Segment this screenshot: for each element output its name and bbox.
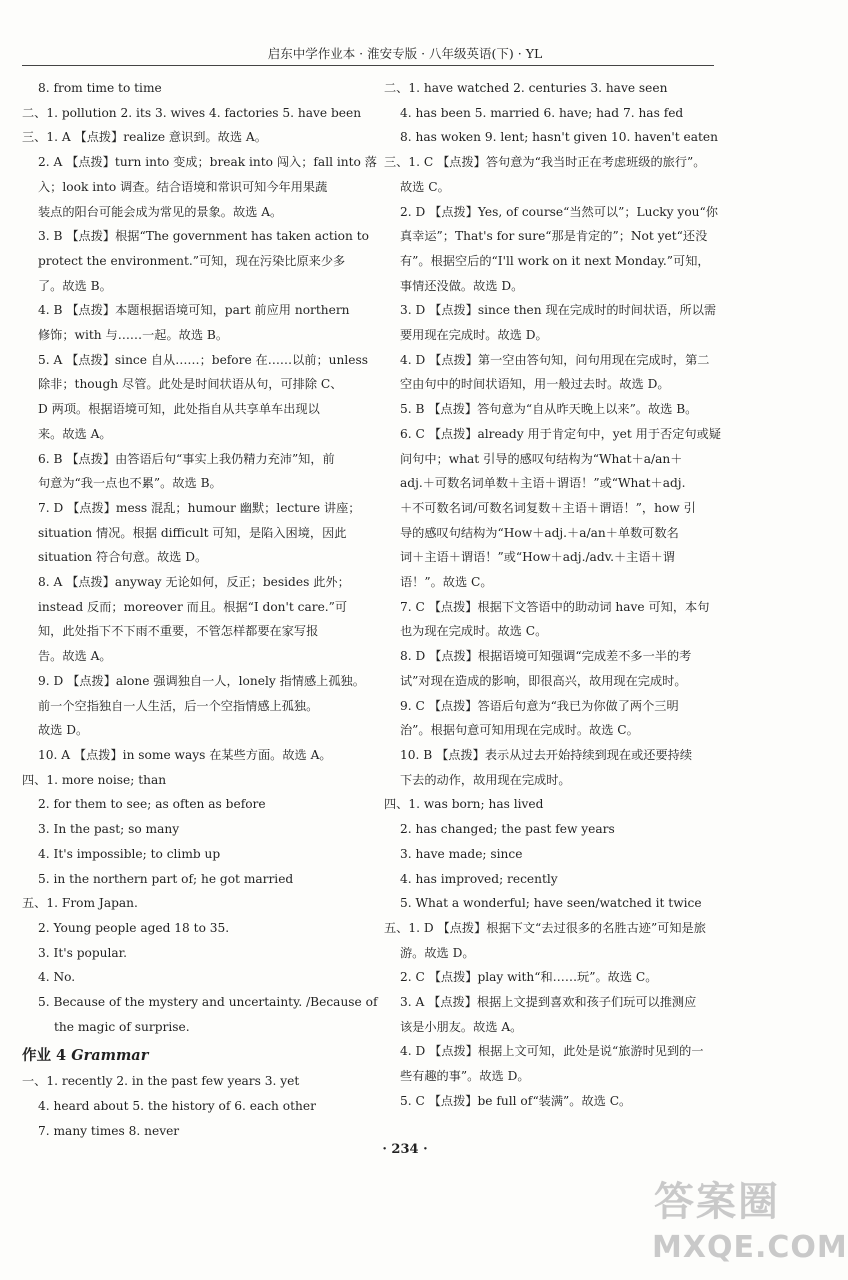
answer-line: 3. B 【点拨】根据“The government has taken action to xyxy=(38,229,369,244)
answer-line: 入；look into 调查。结合语境和常识可知今年用果蔬 xyxy=(38,179,328,194)
answer-line: protect the environment.”可知，现在污染比原来少多 xyxy=(38,253,346,268)
section-heading-title: Grammar xyxy=(71,1047,149,1065)
answer-line: 2. Young people aged 18 to 35. xyxy=(38,920,230,935)
watermark-url: MXQE.COM xyxy=(652,1230,848,1265)
section-heading-label: 作业 4 xyxy=(22,1047,67,1065)
answer-line: 2. has changed; the past few years xyxy=(400,822,615,837)
section-line: 二、1. have watched 2. centuries 3. have seen xyxy=(384,81,668,95)
answer-line: 2. A 【点拨】turn into 变成；break into 闯入；fall into 落 xyxy=(38,155,377,170)
answer-line: 10. B 【点拨】表示从过去开始持续到现在或还要持续 xyxy=(400,747,693,762)
answer-line: D 两项。根据语境可知，此处指自从共享单车出现以 xyxy=(38,402,320,417)
left-column xyxy=(22,76,378,1144)
answer-line: 真幸运”；That's for sure“那是肯定的”；Not yet“还没 xyxy=(400,229,708,244)
answer-line: 来。故选 A。 xyxy=(38,426,112,441)
answer-line: 8. from time to time xyxy=(38,81,162,95)
answer-line: 5. B 【点拨】答句意为“自从昨天晚上以来”。故选 B。 xyxy=(400,402,698,417)
section-line: 二、1. pollution 2. its 3. wives 4. factories 5. have been xyxy=(22,105,362,120)
answer-line: 3. have made; since xyxy=(400,846,523,861)
answer-line: 2. D 【点拨】Yes, of course“当然可以”；Lucky you“你 xyxy=(400,204,718,219)
answer-line: 也为现在完成时。故选 C。 xyxy=(400,624,548,639)
page-header: 启东中学作业本 · 淮安专版 · 八年级英语(下) · YL xyxy=(267,46,543,61)
answer-line: 4. B 【点拨】本题根据语境可知，part 前应用 northern xyxy=(38,303,350,318)
page-number: · 234 · xyxy=(382,1142,428,1157)
answer-line: 修饰；with 与……一起。故选 B。 xyxy=(38,328,229,343)
section-line: 三、1. C 【点拨】答句意为“我当时正在考虑班级的旅行”。 xyxy=(384,155,706,170)
answer-line: instead 反而；moreover 而且。根据“I don't care.”可 xyxy=(38,599,348,614)
answer-line: 知，此处指下不下雨不重要，不管怎样都要在家写报 xyxy=(38,624,319,639)
answer-line: 6. C 【点拨】already 用于肯定句中，yet 用于否定句或疑 xyxy=(400,426,721,441)
answer-line: 8. A 【点拨】anyway 无论如何，反正；besides 此外； xyxy=(38,575,350,590)
watermark-logo xyxy=(650,1179,848,1278)
answer-line: 故选 C。 xyxy=(400,179,450,194)
answer-line: 词＋主语＋谓语！”或“How＋adj./adv.＋主语＋谓 xyxy=(400,550,675,565)
answer-line: 9. D 【点拨】alone 强调独自一人，lonely 指情感上孤独。 xyxy=(38,673,365,688)
answer-line: 该是小朋友。故选 A。 xyxy=(400,1019,523,1034)
answer-line: situation 符合句意。故选 D。 xyxy=(38,550,208,565)
answer-line: 10. A 【点拨】in some ways 在某些方面。故选 A。 xyxy=(38,747,332,762)
answer-line: adj.＋可数名词单数＋主语＋谓语！”或“What＋adj. xyxy=(400,476,686,491)
section-line: 五、1. D 【点拨】根据下文“去过很多的名胜古迹”可知是旅 xyxy=(384,920,706,935)
answer-line: 7. C 【点拨】根据下文答语中的助动词 have 可知，本句 xyxy=(400,599,710,614)
answer-line: 下去的动作，故用现在完成时。 xyxy=(400,772,571,787)
answer-line: 空由句中的时间状语知，用一般过去时。故选 D。 xyxy=(400,377,670,392)
answer-line: 试”对现在造成的影响，即很高兴，故用现在完成时。 xyxy=(400,673,687,688)
answer-line: 5. What a wonderful; have seen/watched it twice xyxy=(400,896,702,911)
section-heading xyxy=(22,1039,360,1069)
section-line: 四、1. was born; has lived xyxy=(384,797,544,812)
answer-line: 告。故选 A。 xyxy=(38,649,112,664)
answer-line: 4. No. xyxy=(38,970,76,985)
section-line: 四、1. more noise; than xyxy=(22,772,167,787)
answer-line: 8. has woken 9. lent; hasn't given 10. haven't eaten xyxy=(400,130,718,145)
header-rule xyxy=(22,65,714,66)
answer-line: 4. has been 5. married 6. have; had 7. has fed xyxy=(400,105,684,120)
answer-line: 问句中；what 引导的感叹句结构为“What＋a/an＋ xyxy=(400,451,683,466)
answer-line: 5. Because of the mystery and uncertainty. /Because of xyxy=(38,995,378,1010)
answer-line: 装点的阳台可能会成为常见的景象。故选 A。 xyxy=(38,204,283,219)
answer-line: 4. D 【点拨】第一空由答句知，问句用现在完成时，第二 xyxy=(400,352,710,367)
answer-line: 导的感叹句结构为“How＋adj.＋a/an＋单数可数名 xyxy=(400,525,679,540)
answer-line: 要用现在完成时。故选 D。 xyxy=(400,328,548,343)
answer-line: 游。故选 D。 xyxy=(400,945,475,960)
answer-line: 9. C 【点拨】答语后句意为“我已为你做了两个三明 xyxy=(400,698,679,713)
answer-line: 6. B 【点拨】由答语后句“事实上我仍精力充沛”知，前 xyxy=(38,451,335,466)
answer-line: 治”。根据句意可知用现在完成时。故选 C。 xyxy=(400,723,639,738)
answer-line: 事情还没做。故选 D。 xyxy=(400,278,524,293)
answer-line: 8. D 【点拨】根据语境可知强调“完成差不多一半的考 xyxy=(400,649,692,664)
right-column xyxy=(384,76,721,1114)
answer-line: 3. In the past; so many xyxy=(38,822,180,837)
answer-line: 除非；though 尽管。此处是时间状语从句，可排除 C、 xyxy=(38,377,343,392)
answer-line: 有”。根据空后的“I'll work on it next Monday.”可知， xyxy=(400,253,710,268)
answer-line: 7. D 【点拨】mess 混乱；humour 幽默；lecture 讲座； xyxy=(38,500,361,515)
answer-line: situation 情况。根据 difficult 可知，是陷入困境，因此 xyxy=(38,525,347,540)
answer-line: 5. C 【点拨】be full of“装满”。故选 C。 xyxy=(400,1093,632,1108)
answer-line: 前一个空指独自一人生活，后一个空指情感上孤独。 xyxy=(38,698,319,713)
answer-line: 4. has improved; recently xyxy=(400,871,558,886)
answer-line: 4. D 【点拨】根据上文可知，此处是说“旅游时见到的一 xyxy=(400,1044,704,1059)
answer-line: 2. for them to see; as often as before xyxy=(38,797,266,812)
section-line: 三、1. A 【点拨】realize 意识到。故选 A。 xyxy=(22,130,267,145)
watermark-text: 答案圈 xyxy=(654,1179,780,1225)
answer-line: 句意为“我一点也不累”。故选 B。 xyxy=(38,476,222,491)
answer-line: ＋不可数名词/可数名词复数＋主语＋谓语！”，how 引 xyxy=(400,500,696,515)
answer-line: 语！”。故选 C。 xyxy=(400,575,493,590)
answer-line: 7. many times 8. never xyxy=(38,1123,180,1138)
answer-line: 些有趣的事”。故选 D。 xyxy=(400,1069,530,1084)
section-line: 五、1. From Japan. xyxy=(22,896,138,911)
answer-line: 4. heard about 5. the history of 6. each other xyxy=(38,1099,316,1114)
section-line: 一、1. recently 2. in the past few years 3. yet xyxy=(22,1074,300,1089)
answer-line: 3. It's popular. xyxy=(38,945,128,960)
answer-line: 3. D 【点拨】since then 现在完成时的时间状语，所以需 xyxy=(400,303,717,318)
answer-line: 故选 D。 xyxy=(38,723,89,738)
answer-line: 2. C 【点拨】play with“和……玩”。故选 C。 xyxy=(400,970,658,985)
answer-line: 5. in the northern part of; he got married xyxy=(38,871,294,886)
answer-line: 4. It's impossible; to climb up xyxy=(38,846,221,861)
answer-line: the magic of surprise. xyxy=(54,1019,190,1034)
answer-line: 了。故选 B。 xyxy=(38,278,112,293)
answer-line: 5. A 【点拨】since 自从……；before 在……以前；unless xyxy=(38,352,368,367)
answer-line: 3. A 【点拨】根据上文提到喜欢和孩子们玩可以推测应 xyxy=(400,995,697,1010)
